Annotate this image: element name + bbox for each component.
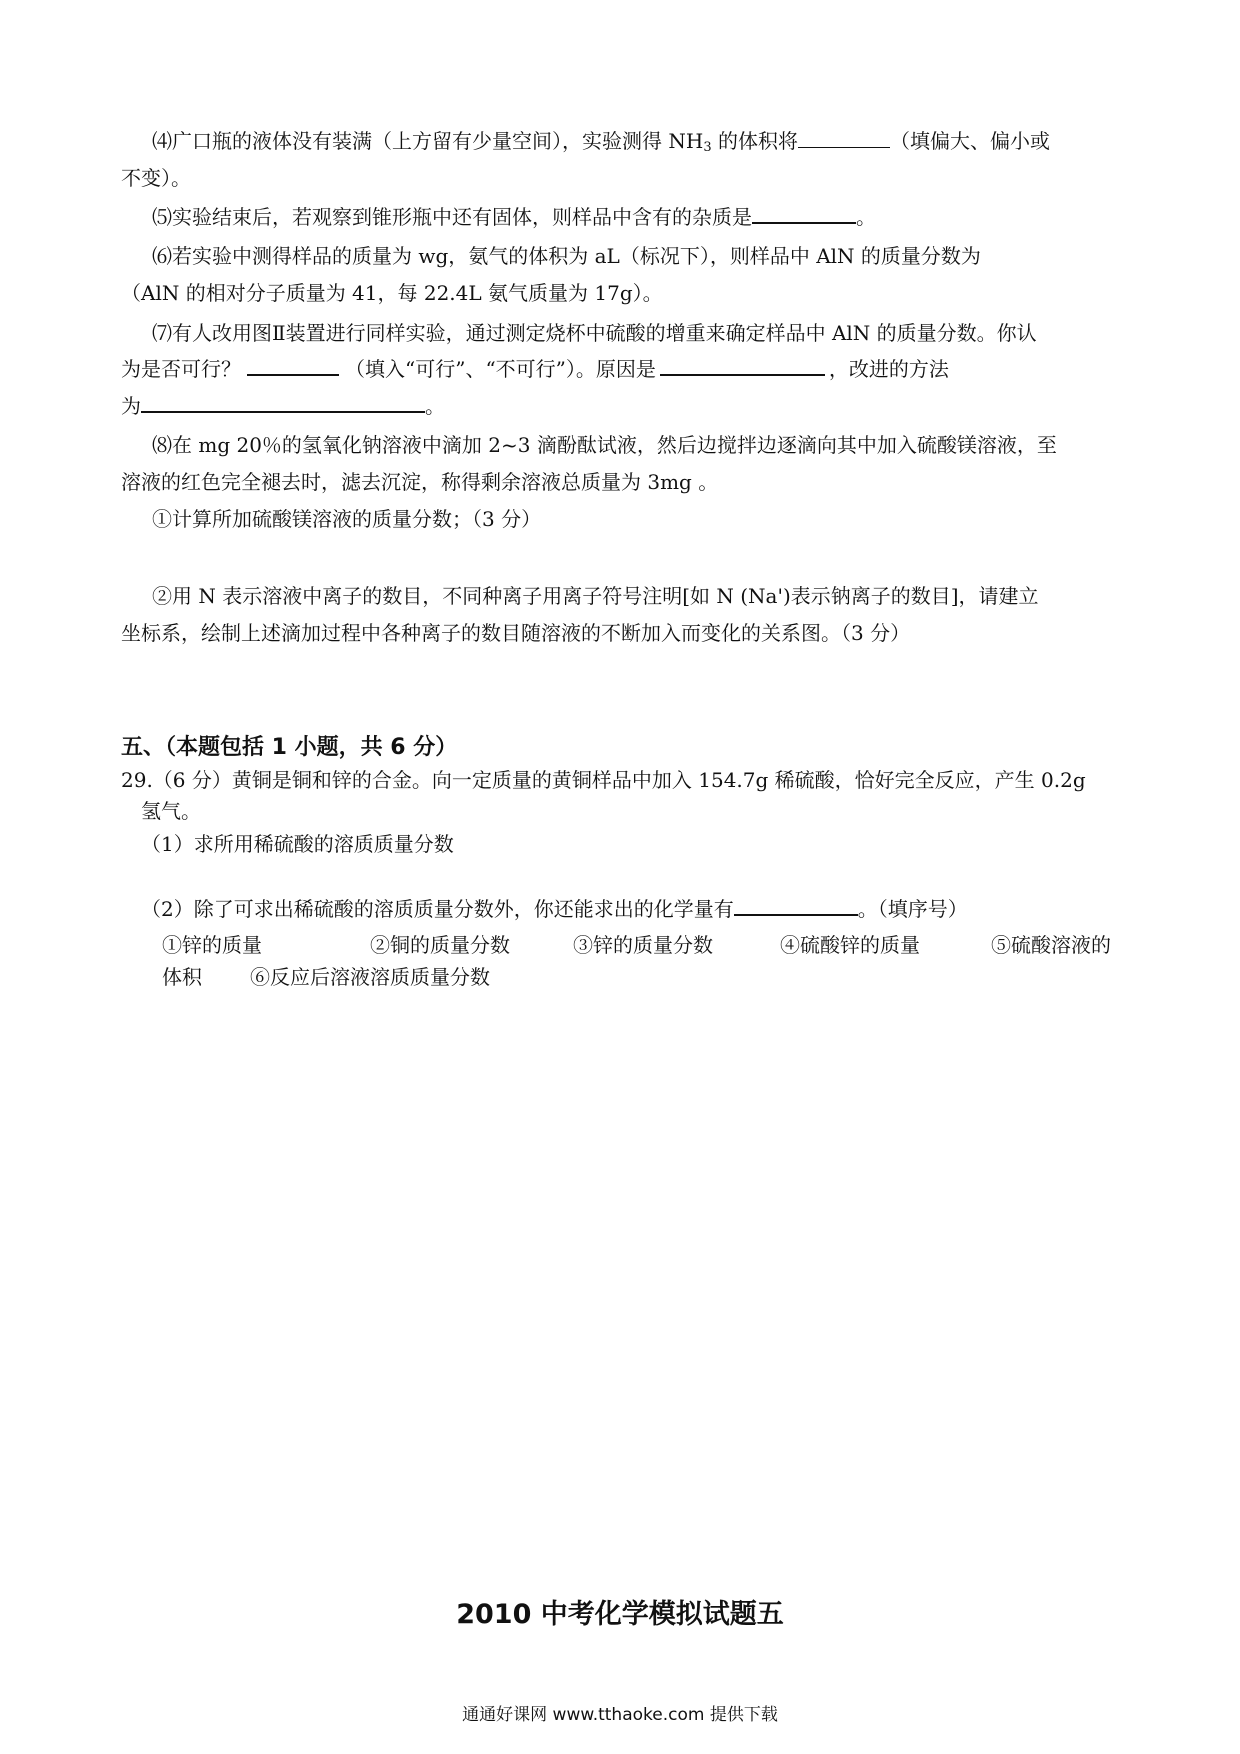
q7-text-d: 为 — [121, 394, 141, 418]
q29-option-3: ③锌的质量分数 — [573, 933, 713, 957]
q8-sub2-line2: 坐标系，绘制上述滴加过程中各种离子的数目随溶液的不断加入而变化的关系图。（3 分） — [121, 621, 911, 645]
q4-text-c: （填偏大、偏小或 — [889, 129, 1050, 153]
q7-line1: ⑺有人改用图Ⅱ装置进行同样实验，通过测定烧杯中硫酸的增重来确定样品中 AlN 的质量分数。你认 — [152, 321, 1037, 345]
page-footer: 通通好课网 www.tthaoke.com 提供下载 — [462, 1705, 778, 1725]
q4-line1 — [152, 128, 1050, 161]
q4-line2: 不变）。 — [121, 166, 191, 190]
q8-sub1: ①计算所加硫酸镁溶液的质量分数；（3 分） — [152, 507, 542, 531]
exam-title: 2010 中考化学模拟试题五 — [456, 1599, 784, 1630]
q5-line — [152, 204, 876, 230]
q8-line2: 溶液的红色完全褪去时，滤去沉淀，称得剩余溶液总质量为 3mg 。 — [121, 470, 719, 494]
q7-method-blank[interactable] — [141, 393, 425, 413]
q8-sub2-line1: ②用 N 表示溶液中离子的数目，不同种离子用离子符号注明[如 N (Na')表示钠离子的数目]，请建立 — [152, 584, 1039, 608]
q29-option-5: ⑤硫酸溶液的 — [991, 933, 1111, 957]
q4-answer-blank[interactable] — [798, 129, 890, 148]
q5-answer-blank[interactable] — [752, 204, 856, 224]
q29-option-6: ⑥反应后溶液溶质质量分数 — [250, 965, 490, 989]
q7-text-a: 为是否可行？ — [121, 357, 241, 381]
q29-option-1: ①锌的质量 — [162, 933, 262, 957]
q29-part2-text: （2）除了可求出稀硫酸的溶质质量分数外，你还能求出的化学量有 — [141, 897, 734, 921]
section-heading: 五、（本题包括 1 小题，共 6 分） — [121, 735, 458, 760]
q7-line2 — [121, 356, 949, 382]
q29-part2-end: 。（填序号） — [857, 897, 968, 921]
q4-text: ⑷广口瓶的液体没有装满（上方留有少量空间），实验测得 NH — [152, 129, 704, 153]
q4-text-b: 的体积将 — [711, 129, 798, 153]
q29-line2: 氢气。 — [141, 799, 201, 823]
q7-reason-blank[interactable] — [660, 356, 825, 376]
q29-line1: 29.（6 分）黄铜是铜和锌的合金。向一定质量的黄铜样品中加入 154.7g 稀硫酸，恰好完全反应，产生 0.2g — [121, 768, 1086, 792]
q7-feasible-blank[interactable] — [247, 356, 339, 376]
q29-answer-blank[interactable] — [734, 896, 858, 916]
q29-option-4: ④硫酸锌的质量 — [780, 933, 920, 957]
q29-option-5-wrap: 体积 — [162, 965, 202, 989]
q29-part1: （1）求所用稀硫酸的溶质质量分数 — [141, 832, 454, 856]
q6-line1: ⑹若实验中测得样品的质量为 wg，氨气的体积为 aL（标况下），则样品中 AlN 的质量分数为 — [152, 244, 981, 268]
q7-line3 — [121, 393, 445, 419]
q7-text-c: ，改进的方法 — [828, 357, 949, 381]
q6-line2: （AlN 的相对分子质量为 41，每 22.4L 氨气质量为 17g）。 — [121, 281, 663, 305]
q29-part2 — [141, 896, 968, 922]
q5-text: ⑸实验结束后，若观察到锥形瓶中还有固体，则样品中含有的杂质是 — [152, 205, 752, 229]
q7-text-end: 。 — [425, 394, 445, 418]
q4-subscript: 3 — [703, 140, 712, 155]
q29-option-2: ②铜的质量分数 — [370, 933, 510, 957]
q5-text-end: 。 — [856, 205, 876, 229]
q7-text-b: （填入“可行”、“不可行”）。原因是 — [345, 357, 656, 381]
q8-line1: ⑻在 mg 20％的氢氧化钠溶液中滴加 2~3 滴酚酞试液，然后边搅拌边逐滴向其中加入硫酸镁溶液，至 — [152, 433, 1057, 457]
